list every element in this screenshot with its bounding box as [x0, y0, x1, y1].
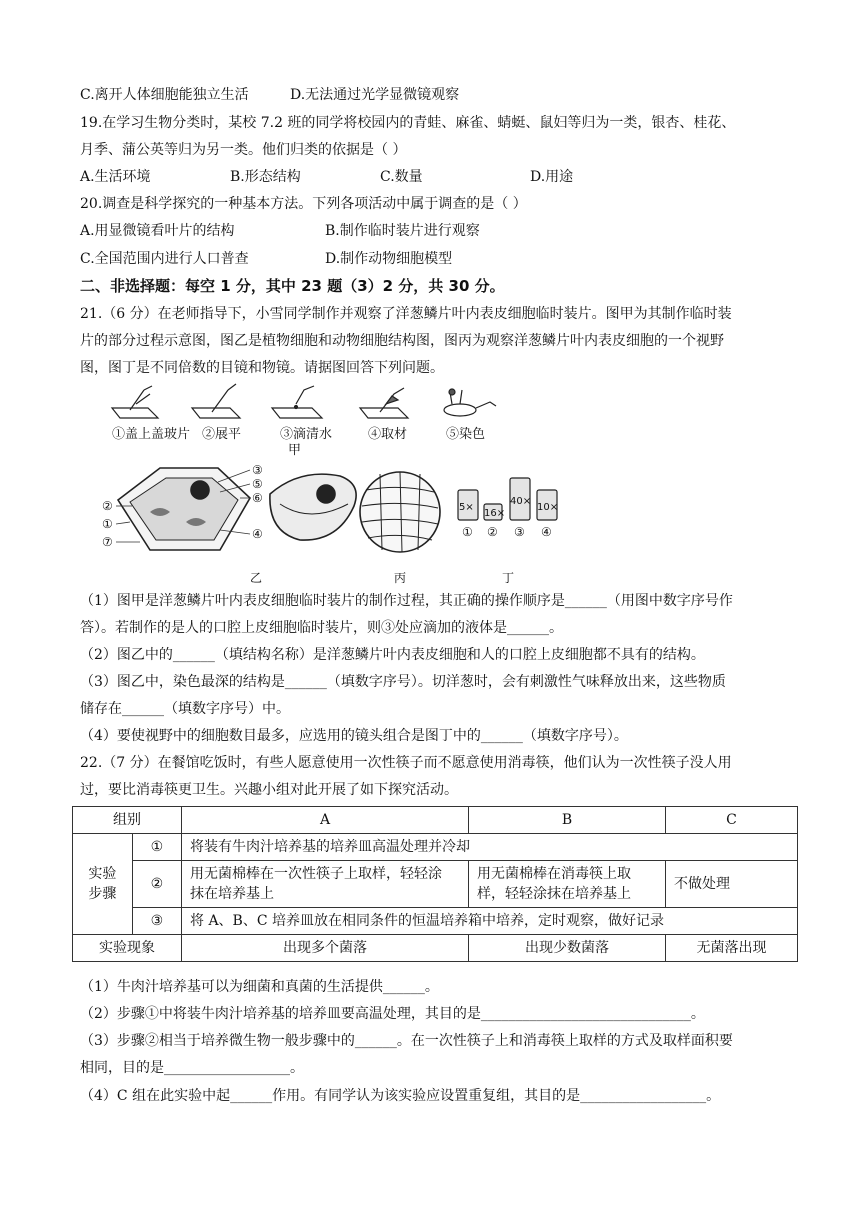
figure-jia-label: 甲	[288, 443, 302, 458]
header-c: C	[666, 807, 798, 834]
step5-label: ⑤染色	[446, 427, 486, 442]
table-row	[73, 861, 798, 908]
lens1-num: ①	[462, 525, 473, 539]
q22-sub3-line1: （3）步骤②相当于培养微生物一般步骤中的______。在一次性筷子上和消毒筷上取样的方式及取样面积要	[80, 1033, 733, 1049]
step4-sample-icon	[360, 388, 408, 418]
step2-flatten-icon	[192, 384, 240, 418]
step3-label: ③滴清水	[280, 427, 333, 442]
lens2-num: ②	[487, 525, 498, 539]
label-5: ⑤	[252, 477, 263, 491]
observation-c: 无菌落出现	[666, 935, 798, 962]
step2-label: ②展平	[202, 427, 242, 442]
table-row	[73, 935, 798, 962]
q20-options-row2	[80, 250, 452, 268]
q21-sub3-line2: 储存在______（填数字序号）中。	[80, 701, 290, 717]
q22-sub1: （1）牛肉汁培养基可以为细菌和真菌的生活提供______。	[80, 979, 439, 995]
label-7: ⑦	[102, 535, 113, 549]
step2-b-line1: 用无菌棉棒在消毒筷上取	[477, 866, 631, 882]
observation-label: 实验现象	[73, 935, 182, 962]
lens4-num: ④	[541, 525, 552, 539]
q20-stem: 20.调查是科学探究的一种基本方法。下列各项活动中属于调查的是（ ）	[80, 196, 527, 212]
q19-option-c: C.数量	[380, 169, 423, 185]
step-num-3: ③	[132, 908, 181, 935]
q18-option-d: D.无法通过光学显微镜观察	[290, 87, 460, 103]
q20-option-c: C.全国范围内进行人口普查	[80, 251, 249, 267]
q21-stem-line1: 21.（6 分）在老师指导下，小雪同学制作并观察了洋葱鳞片叶内表皮细胞临时装片。图甲为其制作临时装	[80, 306, 732, 322]
lens-set-diagram	[458, 478, 557, 520]
label-4: ④	[252, 527, 263, 541]
label-3: ③	[252, 463, 263, 477]
q20-option-a: A.用显微镜看叶片的结构	[80, 223, 235, 239]
q21-stem-line3: 图，图丁是不同倍数的目镜和物镜。请据图回答下列问题。	[80, 360, 444, 376]
observation-b: 出现少数菌落	[469, 935, 666, 962]
step5-stain-icon	[444, 389, 496, 416]
table-row	[73, 834, 798, 861]
lens2-mag: 16×	[484, 508, 506, 519]
q22-stem-line2: 过，要比消毒筷更卫生。兴趣小组对此开展了如下探究活动。	[80, 782, 458, 798]
figure-ding-label: 丁	[502, 571, 515, 585]
step2-b-line2: 样，轻轻涂抹在培养基上	[477, 886, 631, 902]
q18-option-c: C.离开人体细胞能独立生活	[80, 87, 249, 103]
q21-sub1-line2: 答）。若制作的是人的口腔上皮细胞临时装片，则③处应滴加的液体是______。	[80, 620, 563, 636]
table-header-row	[73, 807, 798, 834]
section2-title: 二、非选择题：每空 1 分，其中 23 题（3）2 分，共 30 分。	[80, 277, 505, 295]
step2-a-line2: 抹在培养基上	[190, 886, 274, 902]
steps-label	[73, 834, 133, 935]
step3-dropper-icon	[272, 386, 322, 418]
q21-sub1-line1: （1）图甲是洋葱鳞片叶内表皮细胞临时装片的制作过程，其正确的操作顺序是______（用图中数字序号作	[80, 593, 733, 609]
q21-sub2: （2）图乙中的______（填结构名称）是洋葱鳞片叶内表皮细胞和人的口腔上皮细胞都不具有的结构。	[80, 647, 705, 663]
q21-stem-line2: 片的部分过程示意图，图乙是植物细胞和动物细胞结构图，图丙为观察洋葱鳞片叶内表皮细胞的一个视野	[80, 333, 724, 349]
q20-option-d: D.制作动物细胞模型	[325, 251, 453, 267]
q22-sub4: （4）C 组在此实验中起______作用。有同学认为该实验应设置重复组，其目的是__________________。	[80, 1088, 721, 1104]
q19-option-a: A.生活环境	[80, 169, 151, 185]
step2-c: 不做处理	[666, 861, 798, 908]
step1-label: ①盖上盖玻片	[112, 427, 191, 442]
experiment-table	[72, 806, 798, 962]
table-row	[73, 908, 798, 935]
q22-sub3-line2: 相同，目的是__________________。	[80, 1060, 304, 1076]
step-num-1: ①	[132, 834, 181, 861]
q21-sub4: （4）要使视野中的细胞数目最多，应选用的镜头组合是图丁中的______（填数字序号）。	[80, 728, 628, 744]
animal-cell-diagram	[270, 474, 356, 540]
step2-a-line1: 用无菌棉棒在一次性筷子上取样，轻轻涂	[190, 866, 442, 882]
q19-option-b: B.形态结构	[230, 169, 301, 185]
q19-stem-line1: 19.在学习生物分类时，某校 7.2 班的同学将校园内的青蛙、麻雀、蜻蜓、鼠妇等归为一类，银杏、桂花、	[80, 115, 736, 131]
q20-options-row1	[80, 222, 480, 240]
lens3-mag: 40×	[510, 496, 532, 507]
step2-b	[469, 861, 666, 908]
step2-a	[182, 861, 469, 908]
step1-cover-slip-icon	[112, 386, 158, 418]
figure-yi-label: 乙	[250, 571, 263, 585]
q21-sub3-line1: （3）图乙中，染色最深的结构是______（填数字序号）。切洋葱时，会有刺激性气味释放出来，这些物质	[80, 674, 726, 690]
q19-stem-line2: 月季、蒲公英等归为另一类。他们归类的依据是（ ）	[80, 142, 407, 158]
step3-content: 将 A、B、C 培养皿放在相同条件的恒温培养箱中培养，定时观察，做好记录	[182, 908, 798, 935]
q19-options	[80, 168, 573, 186]
header-a: A	[182, 807, 469, 834]
q22-stem-line1: 22.（7 分）在餐馆吃饭时，有些人愿意使用一次性筷子而不愿意使用消毒筷，他们认为一次性筷子没人用	[80, 755, 732, 771]
step-num-2: ②	[132, 861, 181, 908]
q21-figure	[100, 382, 570, 587]
label-1: ①	[102, 517, 113, 531]
steps-label-line2: 步骤	[88, 886, 117, 902]
header-group: 组别	[73, 807, 182, 834]
step4-label: ④取材	[368, 427, 408, 442]
steps-label-line1: 实验	[88, 866, 117, 882]
q20-option-b: B.制作临时装片进行观察	[325, 223, 480, 239]
lens1-mag: 5×	[459, 502, 474, 513]
label-6: ⑥	[252, 491, 263, 505]
microscope-field-diagram	[360, 472, 440, 585]
lens3-num: ③	[514, 525, 525, 539]
q22-sub2: （2）步骤①中将装牛肉汁培养基的培养皿要高温处理，其目的是______________________________。	[80, 1006, 705, 1022]
observation-a: 出现多个菌落	[182, 935, 469, 962]
figure-bing-label: 丙	[394, 571, 407, 585]
q19-option-d: D.用途	[530, 169, 574, 185]
lens4-mag: 10×	[537, 502, 559, 513]
label-2: ②	[102, 499, 113, 513]
figure-jia-steps	[112, 384, 496, 418]
header-b: B	[469, 807, 666, 834]
plant-cell-diagram	[118, 468, 250, 550]
step1-content: 将装有牛肉汁培养基的培养皿高温处理并冷却	[182, 834, 798, 861]
q18-options	[80, 86, 459, 104]
